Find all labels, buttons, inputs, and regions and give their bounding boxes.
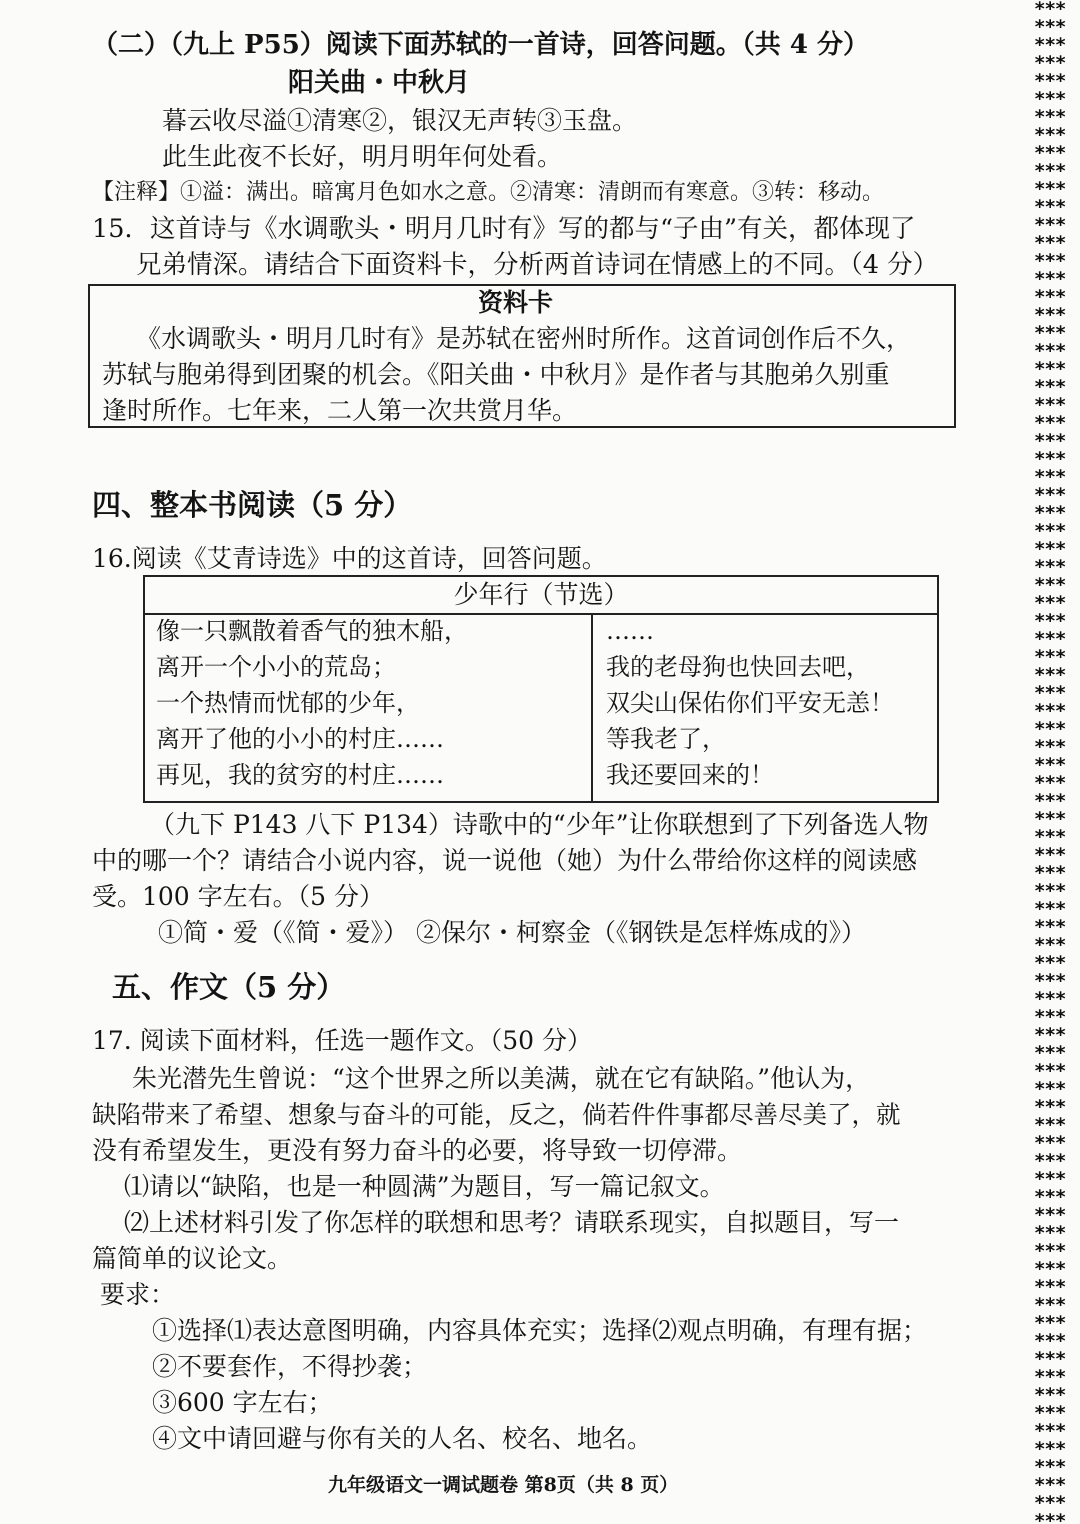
poem-line-2: 此生此夜不长好，明月明年何处看。	[162, 142, 563, 171]
margin-asterisk-row: ***	[1034, 196, 1066, 218]
margin-asterisk-row: ***	[1034, 1384, 1066, 1406]
info-card-title: 资料卡	[478, 288, 554, 317]
margin-asterisk-row: ***	[1034, 970, 1066, 992]
poem-note: 【注释】①溢：满出。暗寓月色如水之意。②清寒：清朗而有寒意。③转：移动。	[92, 180, 885, 205]
margin-asterisk-row: ***	[1034, 1096, 1066, 1118]
info-card-line-1: 《水调歌头・明月几时有》是苏轼在密州时所作。这首词创作后不久，	[136, 324, 912, 353]
margin-asterisk-row: ***	[1034, 322, 1066, 344]
margin-asterisk-row: ***	[1034, 700, 1066, 722]
margin-asterisk-row: ***	[1034, 268, 1066, 290]
margin-asterisk-row: ***	[1034, 754, 1066, 776]
margin-asterisk-row: ***	[1034, 1276, 1066, 1298]
margin-asterisk-row: ***	[1034, 1438, 1066, 1460]
margin-asterisk-row: ***	[1034, 808, 1066, 830]
material-line-3: 没有希望发生，更没有努力奋斗的必要，将导致一切停滞。	[92, 1136, 743, 1165]
poem-right-line-4: 等我老了，	[606, 725, 726, 753]
margin-asterisk-row: ***	[1034, 1168, 1066, 1190]
margin-asterisk-row: ***	[1034, 826, 1066, 848]
section-heading-5: 五、作文（5 分）	[112, 970, 346, 1004]
margin-asterisk-row: ***	[1034, 1366, 1066, 1388]
margin-asterisk-row: ***	[1034, 1204, 1066, 1226]
poem-right-line-3: 双尖山保佑你们平安无恙！	[606, 689, 894, 717]
margin-asterisk-row: ***	[1034, 1492, 1066, 1514]
margin-asterisk-row: ***	[1034, 1456, 1066, 1478]
margin-asterisk-row: ***	[1034, 1258, 1066, 1280]
margin-asterisk-row: ***	[1034, 520, 1066, 542]
question-15-line-2: 兄弟情深。请结合下面资料卡，分析两首诗词在情感上的不同。（4 分）	[136, 250, 939, 280]
margin-asterisk-row: ***	[1034, 592, 1066, 614]
margin-asterisk-row: ***	[1034, 70, 1066, 92]
margin-asterisk-row: ***	[1034, 88, 1066, 110]
margin-asterisk-row: ***	[1034, 682, 1066, 704]
page-footer: 九年级语文一调试题卷 第8页（共 8 页）	[328, 1474, 679, 1496]
margin-asterisk-row: ***	[1034, 916, 1066, 938]
margin-asterisk-row: ***	[1034, 232, 1066, 254]
margin-asterisk-row: ***	[1034, 1420, 1066, 1442]
margin-asterisk-row: ***	[1034, 628, 1066, 650]
margin-asterisk-row: ***	[1034, 952, 1066, 974]
margin-asterisk-row: ***	[1034, 16, 1066, 38]
margin-asterisk-row: ***	[1034, 304, 1066, 326]
material-line-2: 缺陷带来了希望、想象与奋斗的可能，反之，倘若件件事都尽善尽美了，就	[92, 1100, 901, 1129]
margin-asterisk-row: ***	[1034, 1348, 1066, 1370]
question-16-intro: 16.阅读《艾青诗选》中的这首诗，回答问题。	[92, 544, 607, 573]
margin-asterisk-row: ***	[1034, 1474, 1066, 1496]
poem-right-line-2: 我的老母狗也快回去吧，	[606, 653, 870, 681]
margin-asterisk-row: ***	[1034, 1114, 1066, 1136]
margin-asterisk-row: ***	[1034, 142, 1066, 164]
margin-asterisk-row: ***	[1034, 538, 1066, 560]
question-17-intro: 17. 阅读下面材料，任选一题作文。（50 分）	[92, 1026, 592, 1055]
poem-left-line-5: 再见，我的贫穷的村庄……	[156, 761, 444, 789]
margin-asterisk-row: ***	[1034, 736, 1066, 758]
margin-asterisk-row: ***	[1034, 1186, 1066, 1208]
question-16-options: ①简・爱（《简・爱》） ②保尔・柯察金（《钢铁是怎样炼成的》）	[158, 918, 866, 947]
question-16-line-3: 受。100 字左右。（5 分）	[92, 882, 385, 911]
margin-asterisk-row: ***	[1034, 376, 1066, 398]
margin-asterisk-row: ***	[1034, 412, 1066, 434]
poem-title: 阳关曲・中秋月	[288, 68, 471, 98]
margin-asterisk-row: ***	[1034, 862, 1066, 884]
margin-asterisk-row: ***	[1034, 160, 1066, 182]
margin-asterisk-row: ***	[1034, 1060, 1066, 1082]
margin-asterisk-row: ***	[1034, 466, 1066, 488]
requirement-1: ①选择⑴表达意图明确，内容具体充实；选择⑵观点明确，有理有据；	[152, 1316, 928, 1345]
margin-asterisk-row: ***	[1034, 1402, 1066, 1424]
poem-left-line-2: 离开一个小小的荒岛；	[156, 653, 396, 681]
margin-asterisk-row: ***	[1034, 1006, 1066, 1028]
info-card-line-2: 苏轼与胞弟得到团聚的机会。《阳关曲・中秋月》是作者与其胞弟久别重	[102, 360, 890, 389]
poem-left-line-4: 离开了他的小小的村庄……	[156, 725, 444, 753]
margin-asterisk-row: ***	[1034, 1222, 1066, 1244]
margin-asterisk-row: ***	[1034, 1132, 1066, 1154]
margin-asterisk-row: ***	[1034, 484, 1066, 506]
margin-asterisk-row: ***	[1034, 286, 1066, 308]
requirement-2: ②不要套作，不得抄袭；	[152, 1352, 428, 1381]
margin-asterisk-row: ***	[1034, 880, 1066, 902]
poem-right-line-5: 我还要回来的！	[606, 761, 774, 789]
margin-asterisk-row: ***	[1034, 1150, 1066, 1172]
poem-left-line-3: 一个热情而忧郁的少年，	[156, 689, 420, 717]
question-15-line-1: 15．这首诗与《水调歌头・明月几时有》写的都与“子由”有关，都体现了	[92, 214, 916, 244]
margin-asterisk-row: ***	[1034, 934, 1066, 956]
margin-asterisk-row: ***	[1034, 0, 1066, 20]
margin-asterisk-row: ***	[1034, 394, 1066, 416]
requirements-label: 要求：	[100, 1280, 176, 1309]
margin-asterisk-row: ***	[1034, 1330, 1066, 1352]
margin-asterisk-row: ***	[1034, 106, 1066, 128]
margin-asterisk-row: ***	[1034, 34, 1066, 56]
margin-asterisk-row: ***	[1034, 1240, 1066, 1262]
margin-asterisk-row: ***	[1034, 1312, 1066, 1334]
margin-asterisk-row: ***	[1034, 448, 1066, 470]
margin-asterisk-row: ***	[1034, 574, 1066, 596]
margin-asterisk-row: ***	[1034, 178, 1066, 200]
poem-right-line-1: ……	[606, 617, 654, 645]
poem-table-divider	[591, 613, 593, 801]
info-card-line-3: 逢时所作。七年来，二人第一次共赏月华。	[102, 396, 578, 425]
poem-left-line-1: 像一只飘散着香气的独木船，	[156, 617, 468, 645]
margin-asterisk-row: ***	[1034, 358, 1066, 380]
margin-asterisk-row: ***	[1034, 124, 1066, 146]
margin-asterisk-row: ***	[1034, 988, 1066, 1010]
margin-asterisk-row: ***	[1034, 430, 1066, 452]
question-16-line-2: 中的哪一个？请结合小说内容，说一说他（她）为什么带给你这样的阅读感	[92, 846, 918, 875]
margin-asterisk-row: ***	[1034, 1294, 1066, 1316]
section-heading-4: 四、整本书阅读（5 分）	[92, 488, 413, 522]
margin-asterisk-row: ***	[1034, 898, 1066, 920]
essay-option-2-line-1: ⑵上述材料引发了你怎样的联想和思考？请联系现实，自拟题目，写一	[124, 1208, 900, 1237]
margin-asterisk-row: ***	[1034, 1042, 1066, 1064]
margin-asterisk-row: ***	[1034, 1510, 1066, 1524]
essay-option-2-line-2: 篇简单的议论文。	[92, 1244, 293, 1273]
margin-asterisk-row: ***	[1034, 664, 1066, 686]
essay-option-1: ⑴请以“缺陷，也是一种圆满”为题目，写一篇记叙文。	[124, 1172, 725, 1201]
requirement-4: ④文中请回避与你有关的人名、校名、地名。	[152, 1424, 653, 1453]
margin-asterisk-row: ***	[1034, 790, 1066, 812]
question-16-line-1: （九下 P143 八下 P134）诗歌中的“少年”让你联想到了下列备选人物	[150, 810, 929, 839]
margin-asterisk-row: ***	[1034, 250, 1066, 272]
margin-asterisk-row: ***	[1034, 214, 1066, 236]
margin-asterisk-row: ***	[1034, 772, 1066, 794]
margin-asterisk-row: ***	[1034, 610, 1066, 632]
margin-asterisk-row: ***	[1034, 52, 1066, 74]
margin-asterisk-row: ***	[1034, 502, 1066, 524]
material-line-1: 朱光潜先生曾说：“这个世界之所以美满，就在它有缺陷。”他认为，	[132, 1064, 871, 1093]
margin-asterisk-row: ***	[1034, 1024, 1066, 1046]
margin-asterisk-row: ***	[1034, 844, 1066, 866]
poem-line-1: 暮云收尽溢①清寒②，银汉无声转③玉盘。	[162, 106, 638, 135]
margin-asterisk-border	[1034, 0, 1080, 1524]
margin-asterisk-row: ***	[1034, 340, 1066, 362]
margin-asterisk-row: ***	[1034, 556, 1066, 578]
requirement-3: ③600 字左右；	[152, 1388, 333, 1417]
section-heading-2: （二）（九上 P55）阅读下面苏轼的一首诗，回答问题。（共 4 分）	[92, 30, 869, 60]
margin-asterisk-row: ***	[1034, 646, 1066, 668]
margin-asterisk-row: ***	[1034, 718, 1066, 740]
margin-asterisk-row: ***	[1034, 1078, 1066, 1100]
poem-table-title: 少年行（节选）	[145, 577, 937, 615]
